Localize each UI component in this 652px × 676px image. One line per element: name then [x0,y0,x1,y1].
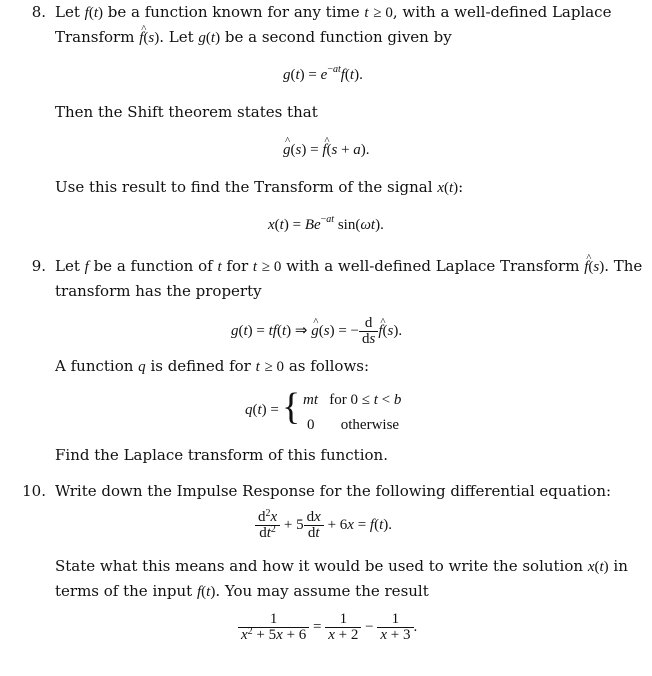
equation-p9-1: g(t) = tf(t) ⇒ ^ g(s) = − $\frac{d}{ds}$ ^ f(s). [231,316,402,347]
problem-10-number: 10. [22,482,46,500]
equation-p8-3: $x(t) = Be^{-at}$ sin(ωt). [268,214,384,233]
equation-p10-1: $\frac{d^2x}{dt^2}$ + 5 $\frac{dx}{dt}$ + 6x = f(t). [255,510,392,541]
equation-p8-1: $g(t) = e^{-at}f(t)$. [283,64,363,83]
problem-9-number: 9. [31,257,46,275]
problem-10-line-3: terms of the input f(t). You may assume the result [55,582,429,600]
equation-p10-2: $\frac{1}{x^2 + 5x + 6}$ = $\frac{1}{x + 2}$ − $\frac{1}{x + 3}$ . [238,612,417,643]
problem-8-line-2: Transform ^ f(s). Let g(t) be a second function given by [55,28,452,47]
piecewise-case-1: mt for 0 ≤ t < b [303,392,402,408]
equation-p9-2-lhs: q(t) = [245,402,279,418]
problem-8-line-3: Then the Shift theorem states that [55,103,318,121]
problem-9-line-4: Find the Laplace transform of this function. [55,446,388,464]
problem-8-number: 8. [31,3,46,21]
problem-9-line-2: transform has the property [55,282,262,300]
problem-10-line-2: State what this means and how it would be used to write the solution x(t) in [55,557,628,575]
problem-9-line-3: A function q is defined for t ≥ 0 as follows: [55,357,370,375]
problem-10-line-1: Write down the Impulse Response for the following differential equation: [55,482,612,500]
piecewise-case-2: 0 otherwise [307,417,400,433]
problem-8-line-4: Use this result to find the Transform of the signal x(t): [55,178,464,196]
problem-9-line-1: Let f be a function of t for t ≥ 0 with a well-defined Laplace Transform ^ f(s). The [55,257,642,276]
equation-p8-2: ^ g(s) = ^ f(s + a). [283,141,370,159]
problem-8-line-1: Let f(t) be a function known for any time t ≥ 0, with a well-defined Laplace [55,3,612,21]
piecewise-brace: { [282,386,301,428]
